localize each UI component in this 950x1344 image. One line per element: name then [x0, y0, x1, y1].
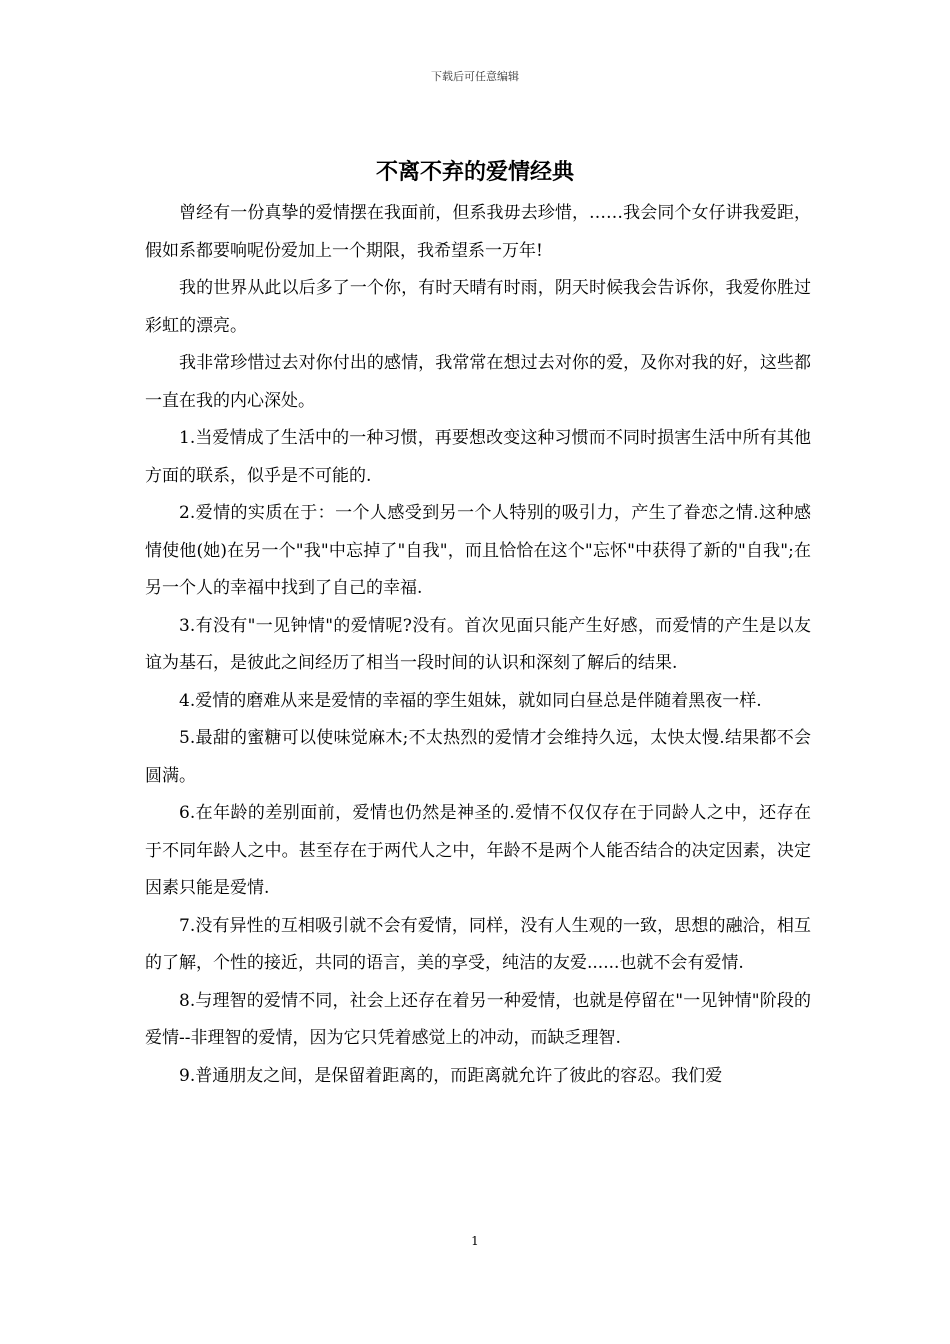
paragraph: 曾经有一份真挚的爱情摆在我面前，但系我毋去珍惜，……我会同个女仔讲我爱距，假如系都要响呢份爱加上一个期限，我希望系一万年! [145, 203, 811, 261]
page-number: 1 [471, 1234, 479, 1248]
document-body [145, 195, 811, 1095]
paragraph: 1.当爱情成了生活中的一种习惯，再要想改变这种习惯而不同时损害生活中所有其他方面的联系，似乎是不可能的. [145, 428, 811, 486]
paragraph: 3.有没有"一见钟情"的爱情呢?没有。首次见面只能产生好感，而爱情的产生是以友谊为基石，是彼此之间经历了相当一段时间的认识和深刻了解后的结果. [145, 615, 811, 673]
paragraph: 7.没有异性的互相吸引就不会有爱情，同样，没有人生观的一致，思想的融洽，相互的了解，个性的接近，共同的语言，美的享受，纯洁的友爱......也就不会有爱情. [145, 915, 811, 973]
paragraph: 9.普通朋友之间，是保留着距离的，而距离就允许了彼此的容忍。我们爱 [179, 1065, 723, 1086]
page-header: 下载后可任意编辑 [431, 70, 519, 83]
paragraph: 6.在年龄的差别面前，爱情也仍然是神圣的.爱情不仅仅存在于同龄人之中，还存在于不同年龄人之中。甚至存在于两代人之中，年龄不是两个人能否结合的决定因素，决定因素只能是爱情. [145, 803, 811, 898]
paragraph: 我的世界从此以后多了一个你，有时天晴有时雨，阴天时候我会告诉你，我爱你胜过彩虹的漂亮。 [145, 278, 811, 336]
paragraph: 8.与理智的爱情不同，社会上还存在着另一种爱情，也就是停留在"一见钟情"阶段的爱情--非理智的爱情，因为它只凭着感觉上的冲动，而缺乏理智. [145, 990, 811, 1048]
paragraph: 我非常珍惜过去对你付出的感情，我常常在想过去对你的爱，及你对我的好，这些都一直在我的内心深处。 [145, 353, 811, 411]
paragraph: 2.爱情的实质在于：一个人感受到另一个人特别的吸引力，产生了眷恋之情.这种感情使他(她)在另一个"我"中忘掉了"自我"，而且恰恰在这个"忘怀"中获得了新的"自我";在另一个人的幸福中找到了自己的幸福. [145, 503, 811, 598]
paragraph: 4.爱情的磨难从来是爱情的幸福的孪生姐妹，就如同白昼总是伴随着黑夜一样. [179, 690, 762, 711]
paragraph: 5.最甜的蜜糖可以使味觉麻木;不太热烈的爱情才会维持久远，太快太慢.结果都不会圆满。 [145, 728, 811, 786]
document-title: 不离不弃的爱情经典 [375, 160, 574, 185]
